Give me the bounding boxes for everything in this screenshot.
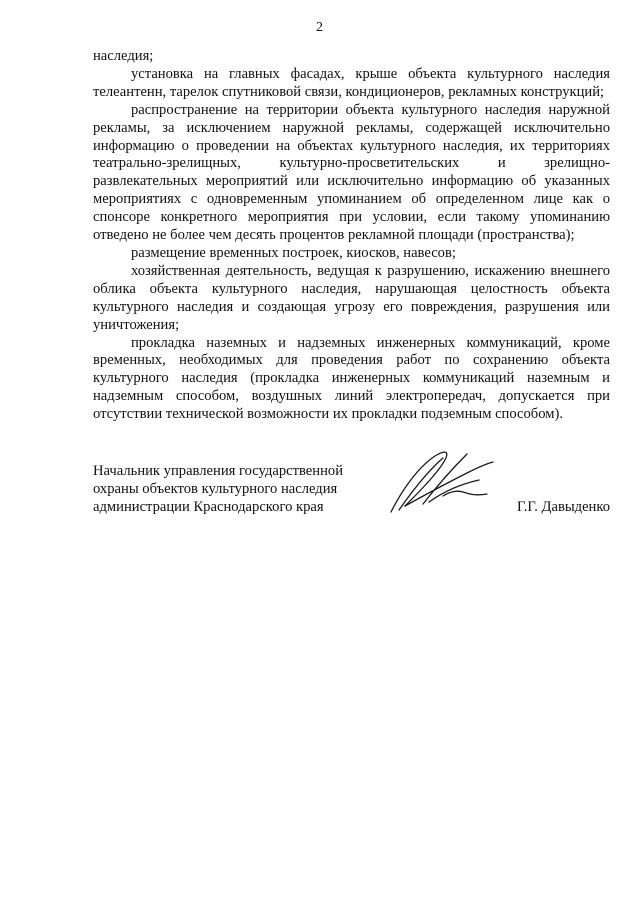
paragraph: наследия;: [93, 48, 154, 64]
paragraph: хозяйственная деятельность, ведущая к разрушению, искажению внешнего облика объекта культурного наследия, нарушающая целостность объекта культурного наследия и создающая угрозу его повреждения, разрушения или уничтожения;: [93, 262, 610, 333]
handwritten-signature: [383, 446, 495, 518]
paragraph: прокладка наземных и надземных инженерных коммуникаций, кроме временных, необходимых для проведения работ по сохранению объекта культурного наследия (прокладка инженерных коммуникаций наземным и надземным способом, воздушных линий электропередач, допускается при отсутствии технической возможности их прокладки подземным способом).: [93, 334, 610, 423]
paragraph: распространение на территории объекта культурного наследия наружной рекламы, за исключением наружной рекламы, содержащей исключительно информацию о проведении на объектах культурного наследия, их территориях театрально-зрелищных, культурно-просветительских и зрелищно-развлекательных мероприятий или исключительно информацию об указанных мероприятиях с одновременным упоминанием об определенном лице как о спонсоре конкретного мероприятия при условии, если такому упоминанию отведено не более чем десять процентов рекламной площади (пространства);: [93, 101, 610, 244]
document-body: [93, 48, 610, 424]
page-number: 2: [316, 20, 323, 35]
signer-name: Г.Г. Давыденко: [516, 499, 610, 515]
paragraph: установка на главных фасадах, крыше объекта культурного наследия телеантенн, тарелок спутниковой связи, кондиционеров, рекламных конструкций;: [93, 65, 610, 100]
paragraph: размещение временных построек, киосков, навесов;: [131, 244, 456, 261]
signer-position-title: Начальник управления государственной охраны объектов культурного наследия администрации Краснодарского края: [93, 463, 344, 515]
